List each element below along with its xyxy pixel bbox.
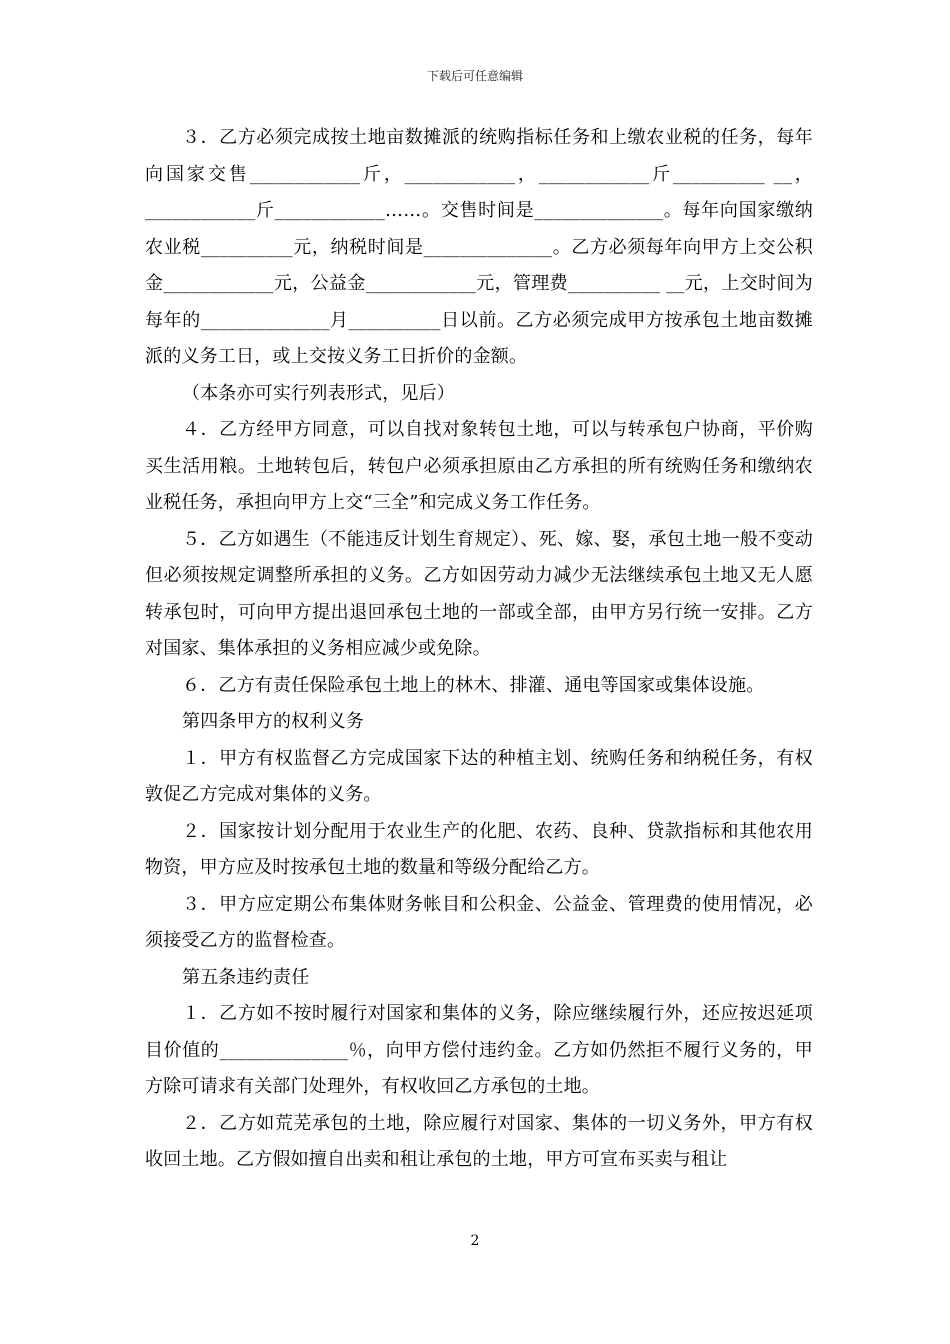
article-4-item-2: ２．国家按计划分配用于农业生产的化肥、农药、良种、贷款指标和其他农用物资，甲方应及时按承包土地的数量和等级分配给乙方。 <box>145 820 813 878</box>
clause-6-facilities: ６．乙方有责任保险承包土地上的林木、排灌、通电等国家或集体设施。 <box>182 674 765 696</box>
article-4-item-1: １．甲方有权监督乙方完成国家下达的种植主划、统购任务和纳税任务，有权敦促乙方完成对集体的义务。 <box>145 747 813 805</box>
clause-4-subcontract: ４．乙方经甲方同意，可以自找对象转包土地，可以与转承包户协商，平价购买生活用粮。土地转包后，转包户必须承担原由乙方承担的所有统购任务和缴纳农业税任务，承担向甲方上交“三全”和完成义务工作任务。 <box>145 419 813 513</box>
page-header: 下载后可任意编辑 <box>426 69 523 83</box>
page-number: 2 <box>470 1233 480 1249</box>
article-5-item-1: １．乙方如不按时履行对国家和集体的义务，除应继续履行外，还应按迟延项目价值的______________％，向甲方偿付违约金。乙方如仍然拒不履行义务的，甲方除可请求有关部门处理外，有权收回乙方承包的土地。 <box>145 1003 813 1097</box>
clause-3-yifang-duties: ３．乙方必须完成按土地亩数摊派的统购指标任务和上缴农业税的任务，每年向国家交售____________斤，____________，____________斤__________ __，____________斤____________……。交售时间是______________。每年向国家缴纳农业税__________元，纳税时间是______________。乙方必须每年向甲方上交公积金____________元，公益金____________元，管理费__________ __元，上交时间为每年的______________月__________日以前。乙方必须完成甲方按承包土地亩数摊派的义务工日，或上交按义务工日折价的金额。 <box>145 127 813 367</box>
note-table-form: （本条亦可实行列表形式，见后） <box>182 382 455 404</box>
article-5-item-2: ２．乙方如荒芜承包的土地，除应履行对国家、集体的一切义务外，甲方有权收回土地。乙方假如擅自出卖和租让承包的土地，甲方可宣布买卖与租让 <box>145 1112 813 1170</box>
article-4-item-3: ３．甲方应定期公布集体财务帐目和公积金、公益金、管理费的使用情况，必须接受乙方的监督检查。 <box>145 893 813 951</box>
article-5-heading: 第五条违约责任 <box>182 966 310 988</box>
article-4-heading: 第四条甲方的权利义务 <box>182 711 364 732</box>
document-body <box>145 120 813 1179</box>
clause-5-household-change: ５．乙方如遇生（不能违反计划生育规定）、死、嫁、娶，承包土地一般不变动但必须按规定调整所承担的义务。乙方如因劳动力减少无法继续承包土地又无人愿转承包时，可向甲方提出退回承包土地的一部或全部，由甲方另行统一安排。乙方对国家、集体承担的义务相应减少或免除。 <box>145 528 813 659</box>
